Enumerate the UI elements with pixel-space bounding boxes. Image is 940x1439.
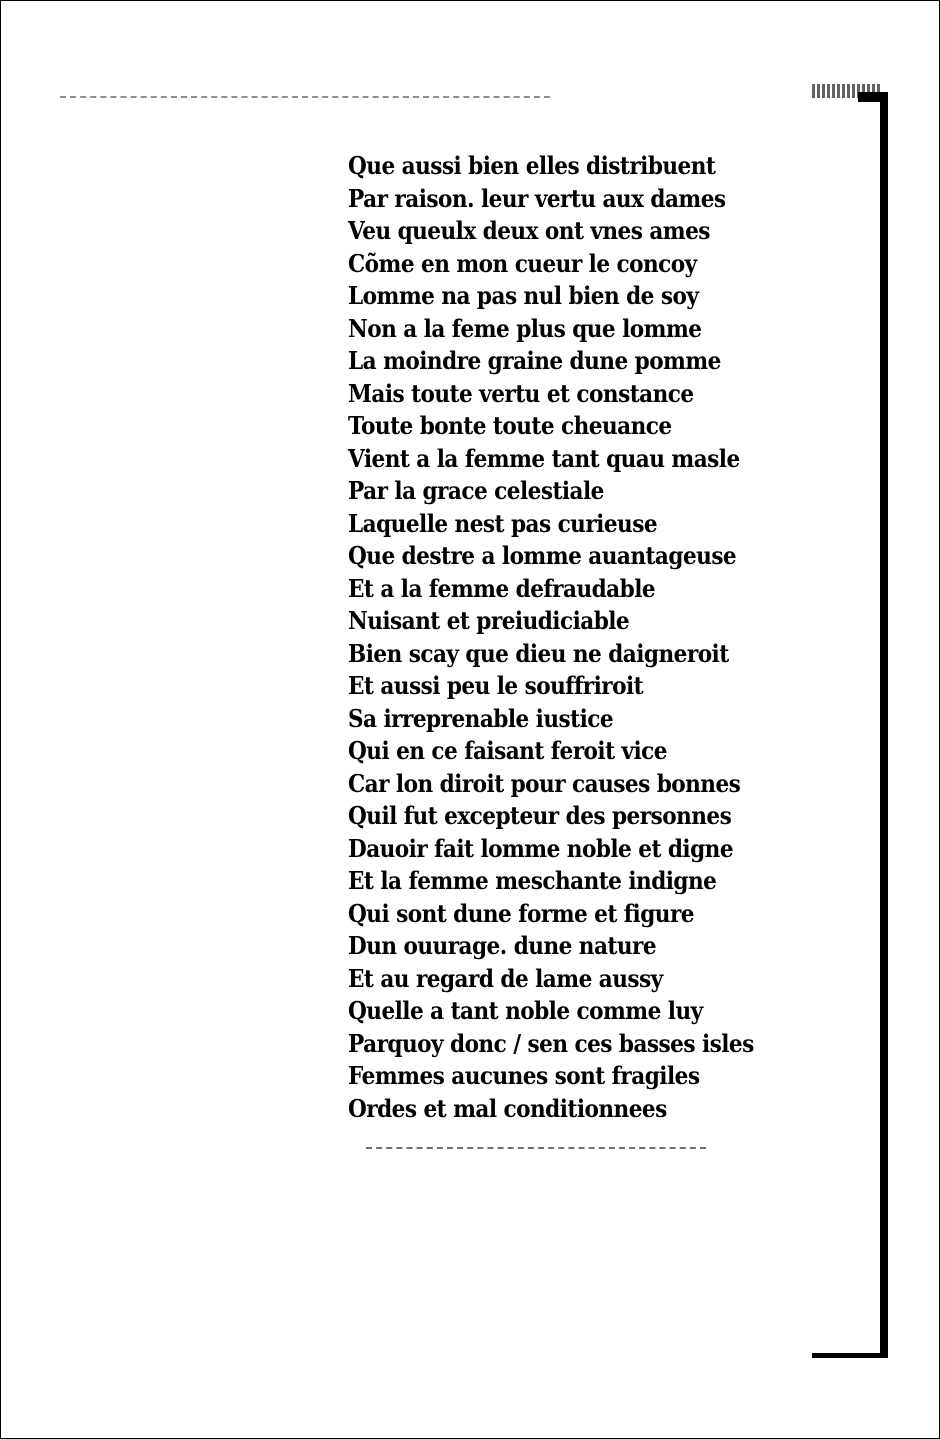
verse-block [348,150,818,1125]
verse-line: Que destre a lomme auantageuse [348,541,737,570]
verse-line: Non a la feme plus que lomme [348,313,702,343]
top-rule [60,96,550,98]
verse-line: Dun ouurage. dune nature [348,931,657,960]
verse-line: Car lon diroit pour causes bonnes [348,768,741,798]
verse-line: Parquoy donc / sen ces basses isles [348,1028,754,1058]
verse-line: Vient a la femme tant quau masle [348,443,740,473]
verse-line: Lomme na pas nul bien de soy [348,281,699,310]
verse-line: La moindre graine dune pomme [348,346,721,375]
verse-line: Qui sont dune forme et figure [348,898,694,928]
verse-line: Ordes et mal conditionnees [348,1093,667,1123]
verse-line: Et au regard de lame aussy [348,963,663,993]
binding-edge-bottom [812,1353,888,1358]
verse-line: Par la grace celestiale [348,476,604,505]
verse-line: Toute bonte toute cheuance [348,411,672,440]
binding-edge [880,92,888,1357]
bottom-rule [366,1147,706,1149]
verse-line: Dauoir fait lomme noble et digne [348,833,734,863]
verse-line: Qui en ce faisant feroit vice [348,736,667,765]
verse-line: Veu queulx deux ont vnes ames [348,216,710,245]
verse-line: Quelle a tant noble comme luy [348,996,703,1025]
verse-line: Et la femme meschante indigne [348,866,717,895]
verse-line: Par raison. leur vertu aux dames [348,183,726,213]
verse-line: Que aussi bien elles distribuent [348,151,716,180]
verse-line: Cõme en mon cueur le concoy [348,248,697,278]
verse-line: Sa irreprenable iustice [348,703,614,733]
verse-line: Quil fut excepteur des personnes [348,801,732,830]
verse-line: Femmes aucunes sont fragiles [348,1061,700,1090]
verse-line: Nuisant et preiudiciable [348,606,630,635]
verse-line: Laquelle nest pas curieuse [348,508,658,538]
verse-line: Et a la femme defraudable [348,573,656,603]
verse-line: Bien scay que dieu ne daigneroit [348,638,729,668]
verse-line: Et aussi peu le souffriroit [348,671,644,700]
verse-line: Mais toute vertu et constance [348,378,694,408]
